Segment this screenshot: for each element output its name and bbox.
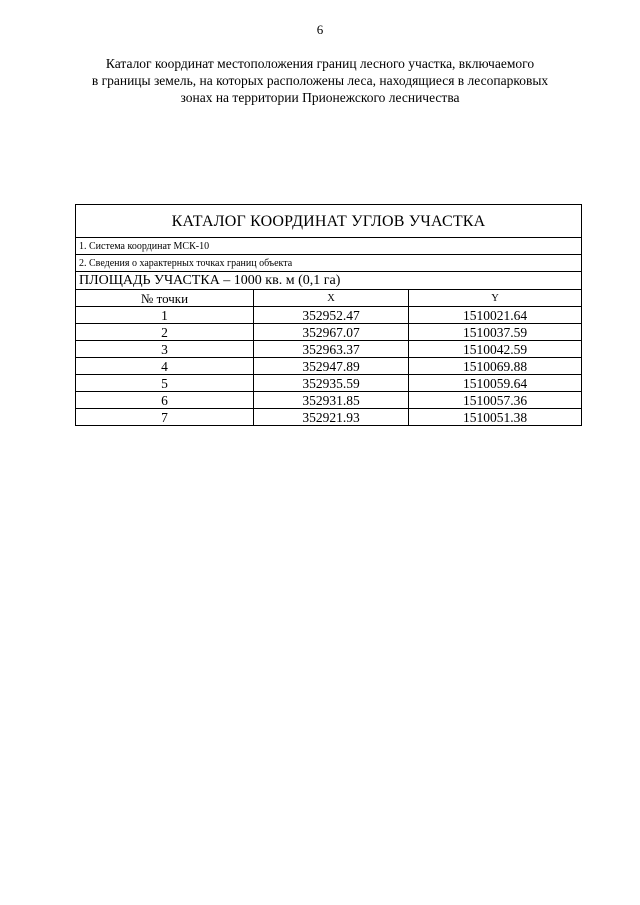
x-coordinate: 352952.47	[254, 307, 409, 324]
table-row	[76, 375, 582, 392]
column-header-x: X	[254, 290, 409, 307]
boundary-info: 2. Сведения о характерных точках границ объекта	[76, 255, 582, 272]
x-coordinate: 352935.59	[254, 375, 409, 392]
coordinate-system: 1. Система координат МСК-10	[76, 238, 582, 255]
column-header-point: № точки	[76, 290, 254, 307]
document-heading	[60, 55, 580, 106]
table-row	[76, 358, 582, 375]
x-coordinate: 352963.37	[254, 341, 409, 358]
y-coordinate: 1510057.36	[409, 392, 582, 409]
coordinate-catalog-table	[75, 204, 582, 426]
x-coordinate: 352931.85	[254, 392, 409, 409]
boundary-info-row	[76, 255, 582, 272]
point-number: 5	[76, 375, 254, 392]
catalog-title: КАТАЛОГ КООРДИНАТ УГЛОВ УЧАСТКА	[76, 205, 582, 238]
table-row	[76, 341, 582, 358]
x-coordinate: 352921.93	[254, 409, 409, 426]
y-coordinate: 1510021.64	[409, 307, 582, 324]
page-number: 6	[316, 22, 324, 37]
point-number: 2	[76, 324, 254, 341]
y-coordinate: 1510037.59	[409, 324, 582, 341]
point-number: 1	[76, 307, 254, 324]
y-coordinate: 1510059.64	[409, 375, 582, 392]
y-coordinate: 1510042.59	[409, 341, 582, 358]
coordinate-system-row	[76, 238, 582, 255]
table-row	[76, 409, 582, 426]
heading-line-1: Каталог координат местоположения границ лесного участка, включаемого	[105, 56, 535, 71]
y-coordinate: 1510051.38	[409, 409, 582, 426]
point-number: 7	[76, 409, 254, 426]
table-row	[76, 324, 582, 341]
point-number: 3	[76, 341, 254, 358]
table-row	[76, 392, 582, 409]
column-header-y: Y	[409, 290, 582, 307]
catalog-body	[76, 205, 582, 426]
plot-area: ПЛОЩАДЬ УЧАСТКА – 1000 кв. м (0,1 га)	[76, 272, 582, 290]
y-coordinate: 1510069.88	[409, 358, 582, 375]
title-row	[76, 205, 582, 238]
area-row	[76, 272, 582, 290]
heading-line-3: зонах на территории Прионежского лесничества	[180, 90, 460, 105]
point-number: 6	[76, 392, 254, 409]
heading-line-2: в границы земель, на которых расположены леса, находящиеся в лесопарковых	[91, 73, 549, 88]
column-header-row	[76, 290, 582, 307]
x-coordinate: 352967.07	[254, 324, 409, 341]
table-row	[76, 307, 582, 324]
x-coordinate: 352947.89	[254, 358, 409, 375]
point-number: 4	[76, 358, 254, 375]
